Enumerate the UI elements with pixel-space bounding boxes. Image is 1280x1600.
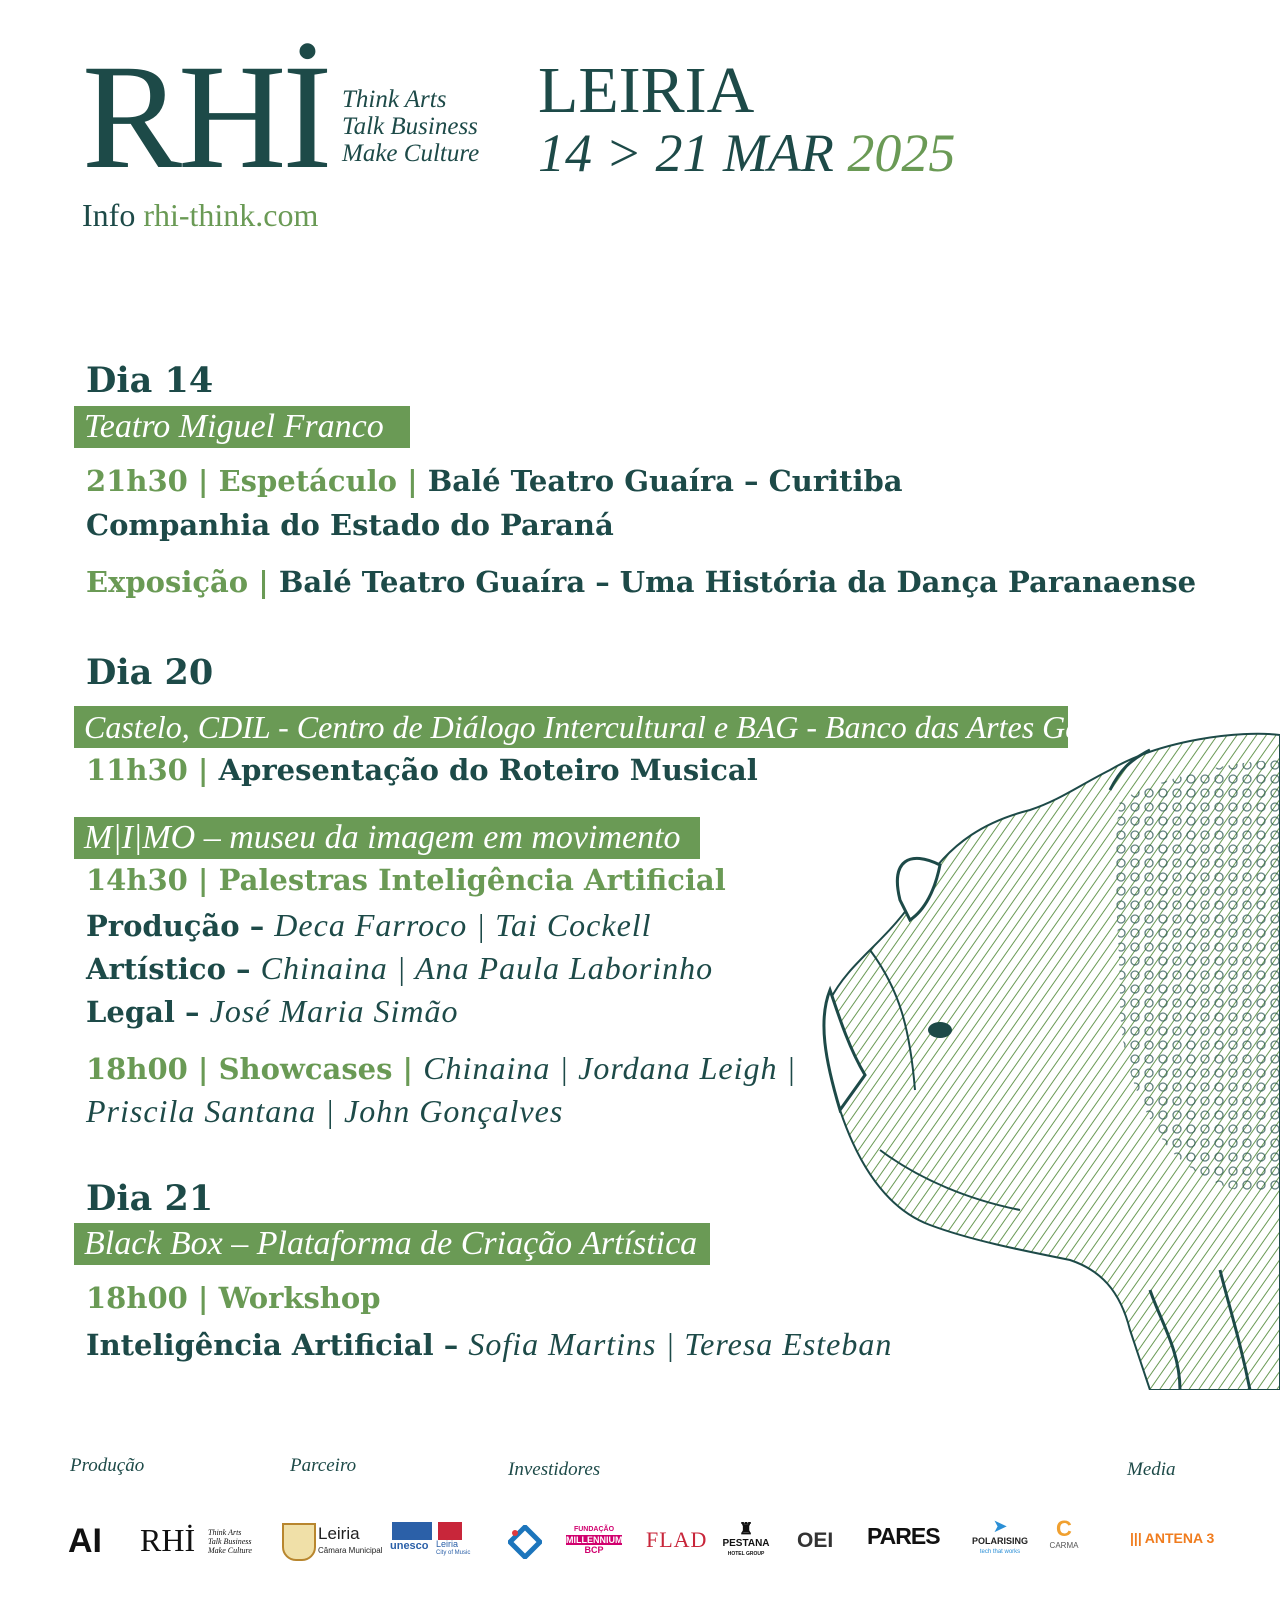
pestana-logo	[718, 1522, 774, 1560]
rhi-logo: RHİ	[82, 34, 329, 200]
tagline-line: Talk Business	[208, 1537, 252, 1546]
footer-parceiro-label: Parceiro	[290, 1455, 357, 1476]
music-city-name: Leiria	[436, 1539, 459, 1549]
event-type: Exposição	[86, 565, 249, 599]
event-name: Balé Teatro Guaíra – Uma História da Dança Paranaense	[278, 565, 1197, 599]
day-21-event-1	[86, 1283, 381, 1315]
event-name: Palestras Inteligência Artificial	[218, 863, 726, 897]
pestana-sub: HOTEL GROUP	[727, 1551, 765, 1557]
credit-role: Legal	[86, 995, 175, 1029]
leiria-logo-text: Leiria	[318, 1524, 360, 1543]
carma-logo	[1047, 1518, 1081, 1551]
event-name: Showcases	[218, 1052, 393, 1086]
day-14-event-1-line-2: Companhia do Estado do Paraná	[86, 508, 614, 542]
event-time: 18h00	[86, 1281, 188, 1315]
credit-legal	[86, 994, 459, 1029]
millennium-bcp: BCP	[584, 1545, 604, 1555]
day-20-venue-2: M|I|MO – museu da imagem em movimento	[74, 817, 700, 859]
polarising-sub: tech that works	[979, 1549, 1021, 1555]
millennium-fundacao: FUNDAÇÃO	[573, 1526, 615, 1533]
footer-producao-label: Produção	[70, 1455, 145, 1476]
leiria-music-icon	[438, 1522, 462, 1540]
pestana-crown-icon: ♜	[738, 1521, 754, 1538]
event-people: Priscila Santana | John Gonçalves	[86, 1093, 564, 1129]
leiria-coat-of-arms-icon	[282, 1523, 316, 1561]
carma-name: CARMA	[1049, 1541, 1079, 1550]
event-time: 14h30	[86, 863, 188, 897]
event-year: 2025	[847, 123, 956, 183]
event-time: 11h30	[86, 753, 188, 787]
day-20-event-1	[86, 755, 758, 787]
unesco-temple-icon	[392, 1522, 432, 1540]
leiria-city-of-music	[436, 1540, 470, 1558]
tagline-line: Talk Business	[342, 113, 478, 140]
event-time: 21h30	[86, 464, 188, 498]
credit-dash: –	[174, 995, 210, 1029]
oei-logo: OEI	[797, 1529, 834, 1552]
info-url-link[interactable]: rhi-think.com	[143, 197, 319, 233]
separator: |	[187, 1281, 219, 1315]
separator: |	[187, 1052, 219, 1086]
event-dates	[538, 123, 956, 183]
event-people: Chinaina | Jordana Leigh |	[423, 1050, 797, 1086]
credit-people: Deca Farroco | Tai Cockell	[274, 907, 652, 943]
footer-investidores-label: Investidores	[508, 1459, 601, 1480]
event-time: 18h00	[86, 1052, 188, 1086]
event-people: Sofia Martins | Teresa Esteban	[468, 1326, 893, 1362]
info-line	[82, 197, 318, 234]
credit-producao	[86, 908, 652, 943]
credit-people: José Maria Simão	[209, 993, 459, 1029]
event-name: Apresentação do Roteiro Musical	[218, 753, 758, 787]
credit-artistico	[86, 951, 713, 986]
credit-dash: –	[239, 909, 275, 943]
millennium-name: MILLENNIUM	[566, 1535, 623, 1545]
polarising-mark-icon: ➤	[992, 1516, 1008, 1537]
separator: |	[392, 1052, 424, 1086]
day-20-event-3	[86, 1051, 796, 1086]
day-20-event-2	[86, 865, 726, 897]
day-20-venue-1: Castelo, CDIL - Centro de Diálogo Intercultural e BAG - Banco das Artes Galeria	[74, 706, 1068, 748]
carma-c-icon: C	[1056, 1516, 1072, 1541]
event-type: Espetáculo	[218, 464, 398, 498]
pares-logo: PARES	[867, 1523, 940, 1549]
info-label: Info	[82, 197, 136, 233]
separator: |	[397, 464, 428, 498]
event-name: Workshop	[218, 1281, 381, 1315]
antena3-bars-icon: |||	[1130, 1530, 1142, 1546]
ai-logo: AI	[68, 1522, 102, 1560]
separator: |	[187, 863, 219, 897]
antena3-logo	[1130, 1530, 1214, 1546]
unesco-logo-text: unesco	[390, 1540, 429, 1552]
day-14-title: Dia 14	[86, 360, 214, 401]
day-20-event-3-line-2	[86, 1094, 563, 1129]
credit-people: Chinaina | Ana Paula Laborinho	[260, 950, 714, 986]
rhi-footer-logo: RHİ	[140, 1522, 196, 1558]
day-20-title: Dia 20	[86, 652, 214, 693]
tagline-line: Make Culture	[342, 140, 480, 167]
footer-media-label: Media	[1127, 1459, 1176, 1480]
date-range: 14 > 21 MAR	[538, 123, 834, 183]
cgd-logo-icon	[508, 1525, 542, 1559]
tagline-line: Think Arts	[342, 86, 447, 113]
credit-role: Produção	[86, 909, 240, 943]
event-name: Balé Teatro Guaíra – Curitiba	[427, 464, 903, 498]
workshop-title: Inteligência Artificial	[86, 1328, 434, 1362]
tagline-line: Think Arts	[208, 1528, 242, 1537]
tagline-line: Make Culture	[208, 1546, 252, 1555]
polarising-name: POLARISING	[971, 1536, 1028, 1546]
rhi-tagline	[342, 86, 479, 167]
day-21-title: Dia 21	[86, 1178, 214, 1219]
millennium-logo	[566, 1525, 622, 1555]
rhino-illustration	[820, 730, 1280, 1390]
credit-dash: –	[225, 952, 261, 986]
separator: |	[187, 464, 219, 498]
day-21-venue: Black Box – Plataforma de Criação Artística	[74, 1223, 710, 1265]
polarising-logo	[963, 1518, 1037, 1558]
rhi-footer-tagline	[208, 1528, 252, 1555]
flad-logo: FLAD	[646, 1527, 708, 1552]
pestana-name: PESTANA	[722, 1538, 770, 1549]
credit-role: Artístico	[86, 952, 226, 986]
day-14-event-2	[86, 567, 1196, 599]
event-city: LEIRIA	[538, 54, 755, 127]
leiria-logo-sub: Câmara Municipal	[318, 1546, 383, 1555]
day-21-event-1-line-2	[86, 1327, 892, 1362]
antena3-name: ANTENA 3	[1144, 1530, 1215, 1546]
music-city-sub: City of Music	[436, 1550, 471, 1556]
credit-dash: –	[433, 1328, 469, 1362]
day-14-venue: Teatro Miguel Franco	[74, 406, 410, 448]
day-14-event-1	[86, 466, 903, 498]
separator: |	[248, 565, 279, 599]
separator: |	[187, 753, 219, 787]
